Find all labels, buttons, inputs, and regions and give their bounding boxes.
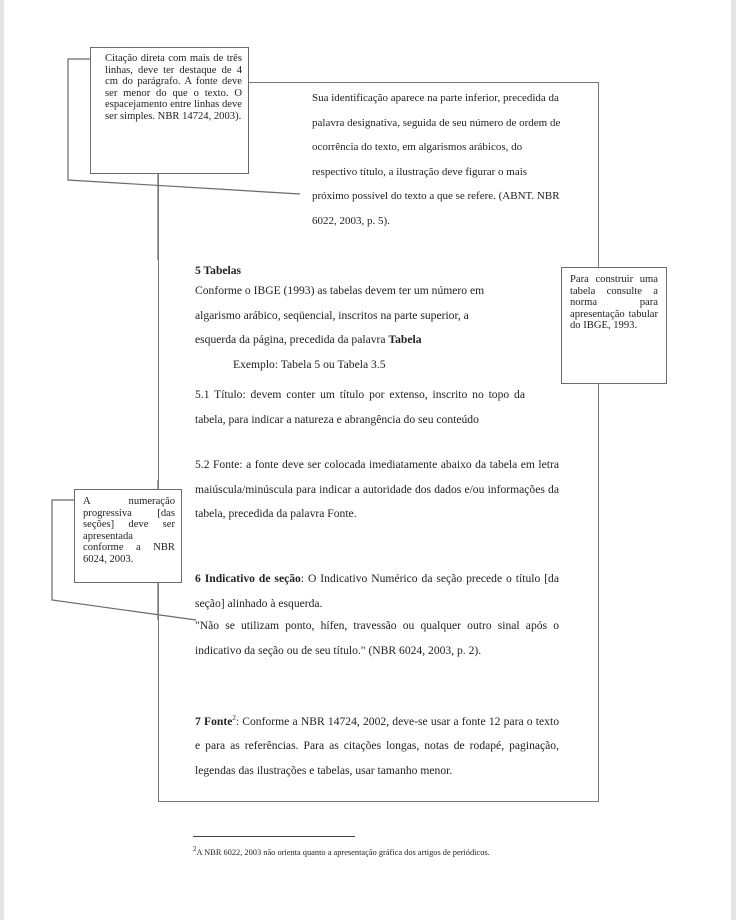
section-5-1-text: 5.1 Título: devem conter um título por extenso, inscrito no topo da tabela, para indicar a natureza e abrangência do seu conteúdo <box>195 388 525 426</box>
annotation-table-note <box>561 267 667 384</box>
section-6-body: : O Indicativo Numérico da seção precede o título [da seção] alinhado à esquerda. <box>195 572 559 610</box>
section-6-quote <box>195 614 559 663</box>
quote-block <box>312 86 562 233</box>
footnote-text: A NBR 6022, 2003 não orienta quanto a apresentação gráfica dos artigos de periódicos. <box>196 847 490 857</box>
section-5-2 <box>195 453 559 527</box>
annotation-numbering-note-text: A numeração progressiva [das seções] deve ser apresentada conforme a NBR 6024, 2003. <box>83 496 175 565</box>
section-5-2-text: 5.2 Fonte: a fonte deve ser colocada imediatamente abaixo da tabela em letra maiúscula/minúscula para indicar a autoridade dos dados e/ou informações da tabela, precedida da palavra Fonte. <box>195 458 559 520</box>
annotation-table-note-text: Para construir uma tabela consulte a norma para apresentação tabular do IBGE, 1993. <box>570 274 658 332</box>
section-6-quote-text: "Não se utilizam ponto, hífen, travessão ou qualquer outro sinal após o indicativo da seção ou de seu título." (NBR 6024, 2003, p. 2). <box>195 619 559 657</box>
annotation-direct-quote <box>90 47 249 174</box>
quote-block-text: Sua identificação aparece na parte inferior, precedida da palavra designativa, seguida de seu número de ordem de ocorrência do texto, em algarismos arábicos, do respectivo título, a ilustração deve figurar o mais próximo possível do texto a que se refere. (ABNT. NBR 6022, 2003, p. 5). <box>312 92 561 227</box>
annotation-direct-quote-text: Citação direta com mais de três linhas, deve ter destaque de 4 cm do parágrafo. A fonte deve ser menor do que o texto. O espacejamento entre linhas deve ser simples. NBR 14724, 2003). <box>105 53 242 122</box>
footnote-ref[interactable]: 2 <box>232 714 236 722</box>
section-7 <box>195 706 559 783</box>
section-5-line-1: Conforme o IBGE (1993) as tabelas devem ter um número em <box>195 284 485 297</box>
section-5-body <box>195 279 555 377</box>
section-5-heading <box>195 264 241 277</box>
annotation-numbering-note <box>74 489 182 583</box>
section-6-heading: 6 Indicativo de seção <box>195 572 301 585</box>
section-5-1 <box>195 383 525 432</box>
footnote <box>193 843 513 859</box>
section-5-example: Exemplo: Tabela 5 ou Tabela 3.5 <box>233 357 386 371</box>
bold-word-tabela: Tabela <box>388 333 422 346</box>
section-7-heading: 7 Fonte <box>195 714 233 728</box>
footnote-mark: 2 <box>193 845 197 853</box>
section-6 <box>195 567 559 616</box>
section-5-line-2: algarismo arábico, seqüencial, inscritos na parte superior, a <box>195 308 469 322</box>
section-7-body: : Conforme a NBR 14724, 2002, deve-se usar a fonte 12 para o texto e para as referências. Para as citações longas, notas de rodapé, paginação, legendas das ilustrações e tabelas, usar tamanho menor. <box>195 714 559 777</box>
section-5-line-3 <box>195 328 555 353</box>
section-5-heading-text: 5 Tabelas <box>195 264 242 277</box>
section-5-line-3-text: esquerda da página, precedida da palavra <box>195 333 386 346</box>
footnote-separator <box>193 836 355 837</box>
